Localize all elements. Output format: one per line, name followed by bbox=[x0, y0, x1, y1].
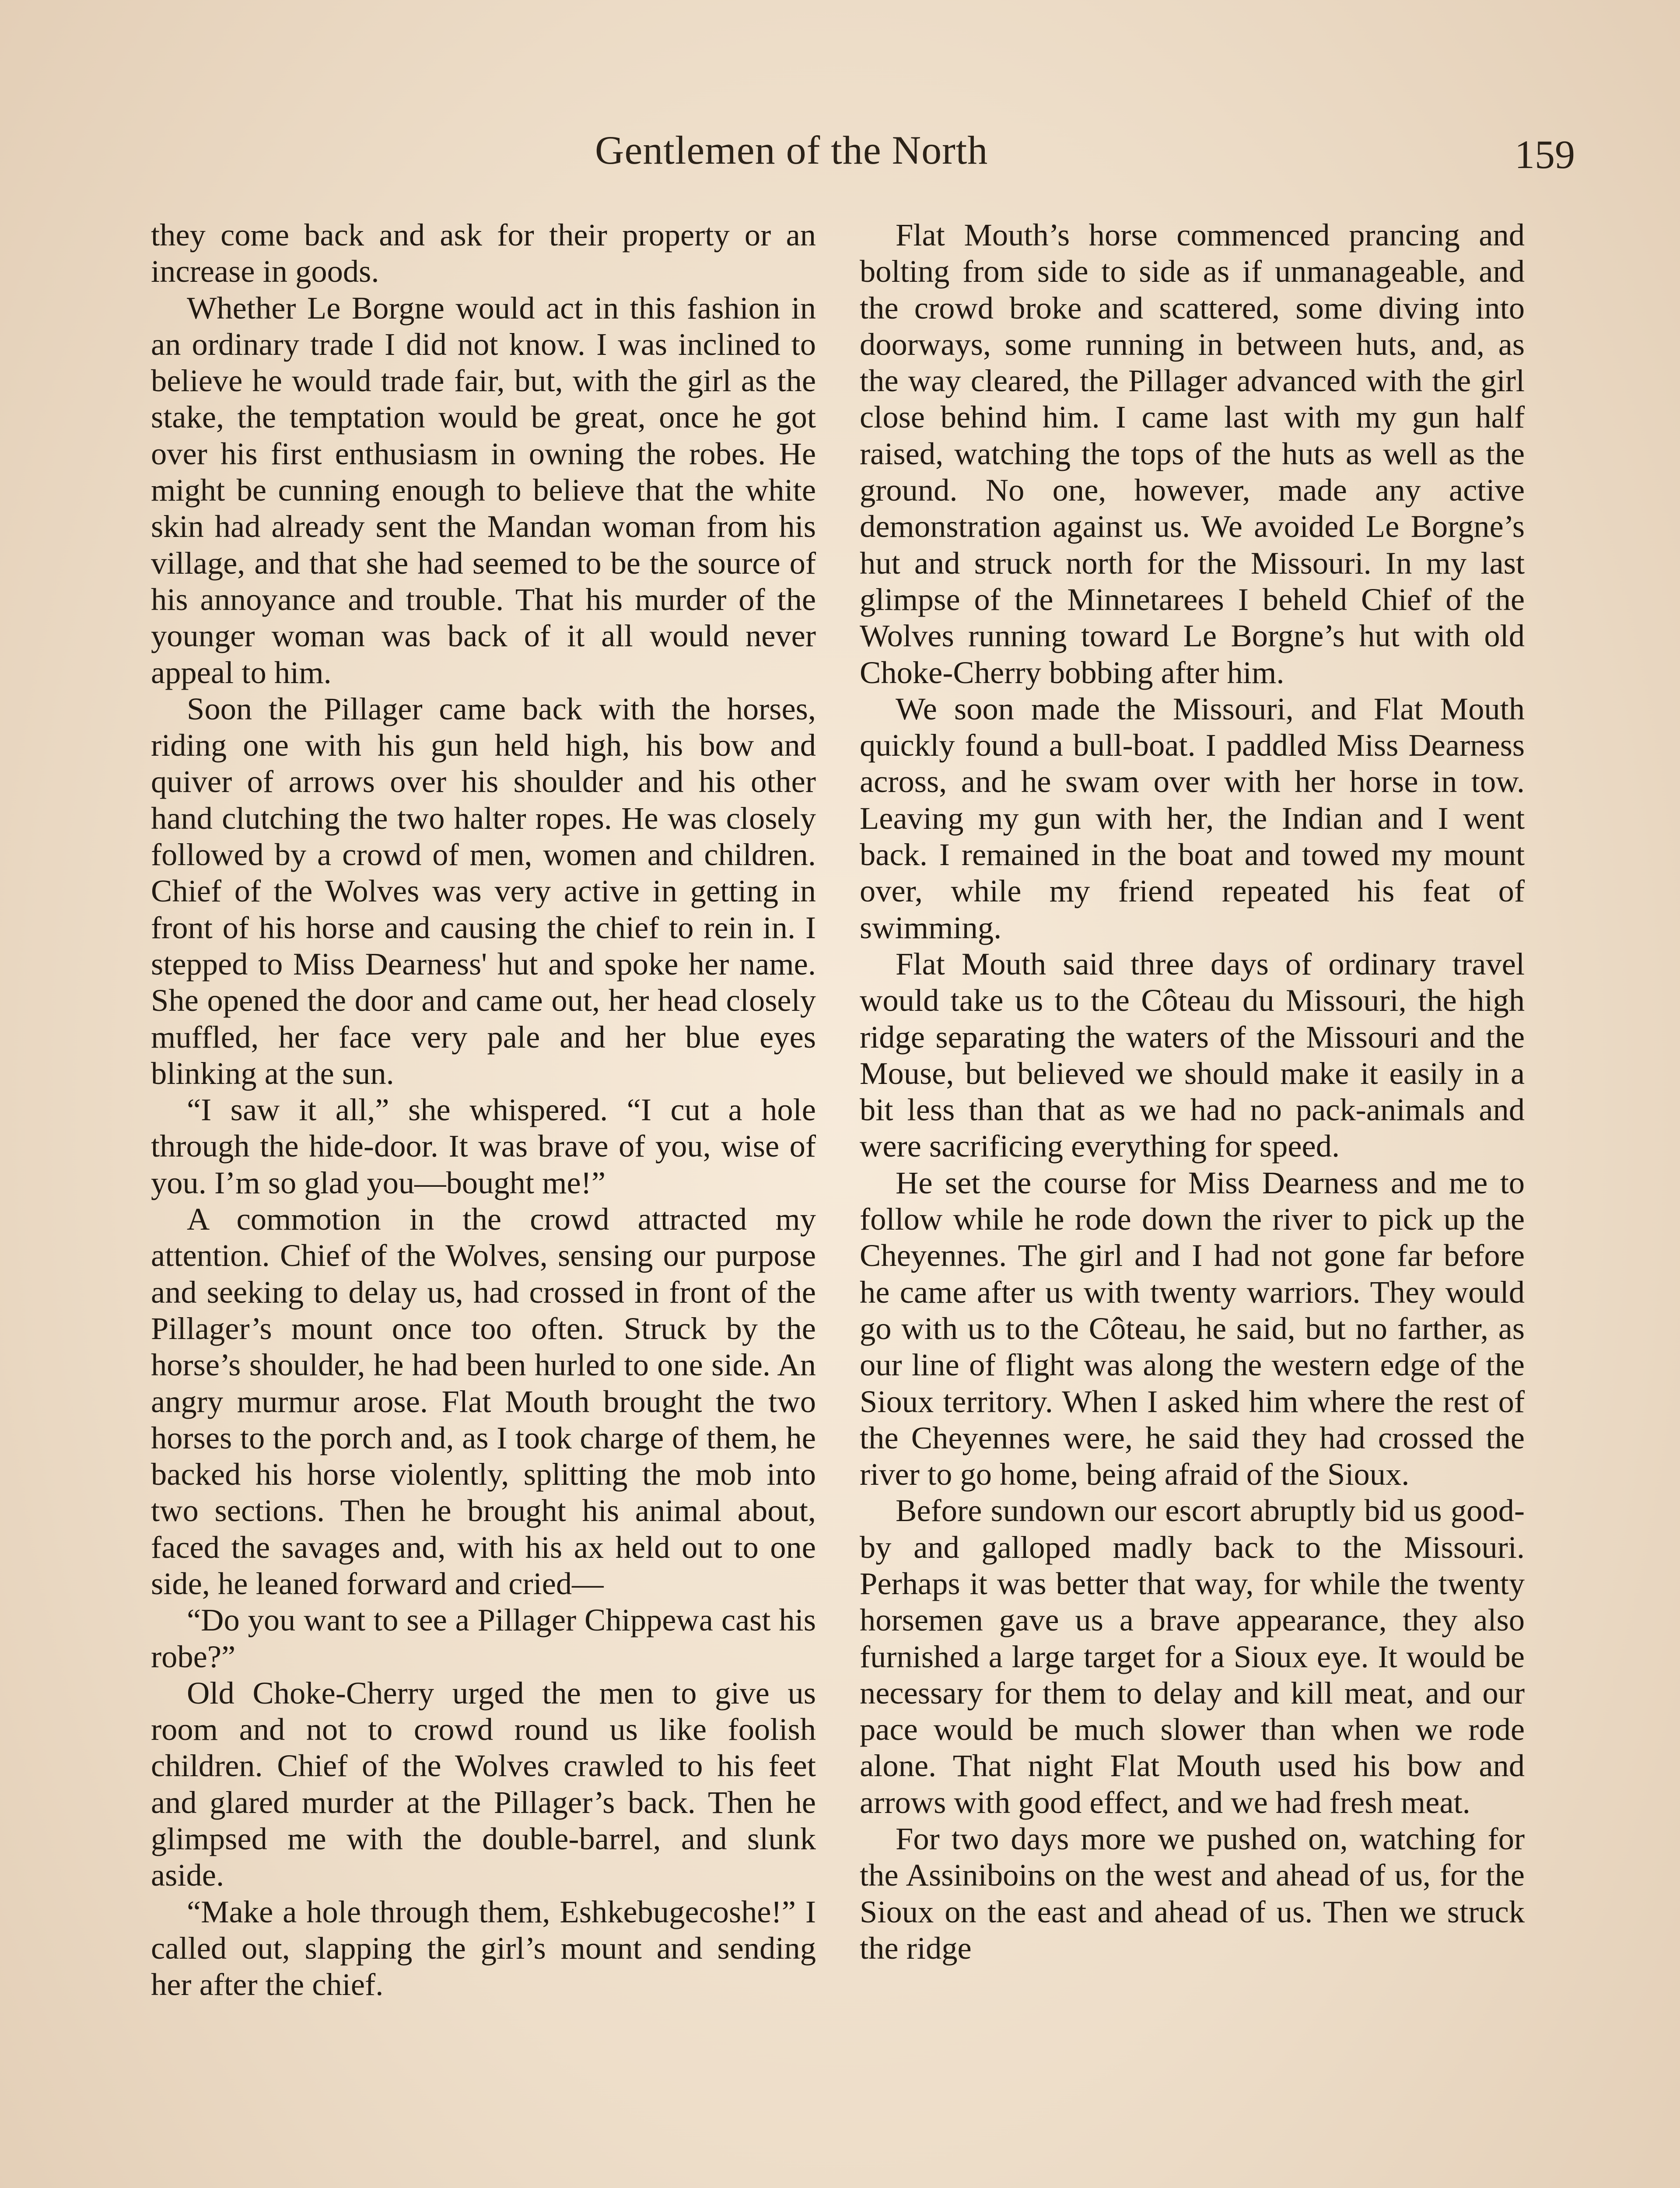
paragraph: Flat Mouth said three days of ordinary travel would take us to the Côteau du Missouri, the high ridge separating the waters of the Missouri and the Mouse, but believed we should make it easily in a bit less than that as we had no pack-animals and were sacrificing everything for speed. bbox=[860, 946, 1525, 1164]
left-text-column bbox=[151, 217, 816, 2003]
running-title: Gentlemen of the North bbox=[595, 128, 988, 172]
paragraph: Old Choke-Cherry urged the men to give us room and not to crowd round us like foolish children. Chief of the Wolves crawled to his feet and glared murder at the Pillager’s back. Then he glimpsed me with the double-barrel, and slunk aside. bbox=[151, 1675, 816, 1893]
paragraph: We soon made the Missouri, and Flat Mouth quickly found a bull-boat. I paddled Miss Dearness across, and he swam over with her horse in tow. Leaving my gun with her, the Indian and I went back. I remained in the boat and towed my mount over, while my friend repeated his feat of swimming. bbox=[860, 691, 1525, 945]
paragraph: Whether Le Borgne would act in this fashion in an ordinary trade I did not know. I was inclined to believe he would trade fair, but, with the girl as the stake, the temptation would be great, once he got over his first enthusiasm in owning the robes. He might be cunning enough to believe that the white skin had already sent the Mandan woman from his village, and that she had seemed to be the source of his annoyance and trouble. That his murder of the younger woman was back of it all would never appeal to him. bbox=[151, 290, 816, 690]
paragraph: “Make a hole through them, Eshkebugecoshe!” I called out, slapping the girl’s mount and sending her after the chief. bbox=[151, 1893, 816, 2002]
paragraph: Flat Mouth’s horse commenced prancing and bolting from side to side as if unmanageable, and the crowd broke and scattered, some diving into doorways, some running in between huts, and, as the way cleared, the Pillager advanced with the girl close behind him. I came last with my gun half raised, watching the tops of the huts as well as the ground. No one, however, made any active demonstration against us. We avoided Le Borgne’s hut and struck north for the Missouri. In my last glimpse of the Minnetarees I beheld Chief of the Wolves running toward Le Borgne’s hut with old Choke-Cherry bobbing after him. bbox=[860, 217, 1525, 690]
paragraph: For two days more we pushed on, watching for the Assiniboins on the west and ahead of us, for the Sioux on the east and ahead of us. Then we struck the ridge bbox=[860, 1821, 1525, 1966]
paragraph: A commotion in the crowd attracted my attention. Chief of the Wolves, sensing our purpose and seeking to delay us, had crossed in front of the Pillager’s mount once too often. Struck by the horse’s shoulder, he had been hurled to one side. An angry murmur arose. Flat Mouth brought the two horses to the porch and, as I took charge of them, he backed his horse violently, splitting the mob into two sections. Then he brought his animal about, faced the savages and, with his ax held out to one side, he leaned forward and cried— bbox=[151, 1201, 816, 1601]
paragraph: they come back and ask for their property or an increase in goods. bbox=[151, 217, 816, 289]
paragraph: He set the course for Miss Dearness and me to follow while he rode down the river to pick up the Cheyennes. The girl and I had not gone far before he came after us with twenty warriors. They would go with us to the Côteau, he said, but no farther, as our line of flight was along the western edge of the Sioux territory. When I asked him where the rest of the Cheyennes were, he said they had crossed the river to go home, being afraid of the Sioux. bbox=[860, 1164, 1525, 1492]
right-text-column bbox=[860, 217, 1525, 1966]
paragraph: Soon the Pillager came back with the horses, riding one with his gun held high, his bow and quiver of arrows over his shoulder and his other hand clutching the two halter ropes. He was closely followed by a crowd of men, women and children. Chief of the Wolves was very active in getting in front of his horse and causing the chief to rein in. I stepped to Miss Dearness' hut and spoke her name. She opened the door and came out, her head closely muffled, her face very pale and her blue eyes blinking at the sun. bbox=[151, 691, 816, 1091]
paragraph: Before sundown our escort abruptly bid us good-by and galloped madly back to the Missouri. Perhaps it was better that way, for while the twenty horsemen gave us a brave appearance, they also furnished a large target for a Sioux eye. It would be necessary for them to delay and kill meat, and our pace would be much slower than when we rode alone. That night Flat Mouth used his bow and arrows with good effect, and we had fresh meat. bbox=[860, 1493, 1525, 1820]
paragraph: “Do you want to see a Pillager Chippewa cast his robe?” bbox=[151, 1602, 816, 1674]
page-number: 159 bbox=[1515, 132, 1575, 177]
paragraph: “I saw it all,” she whispered. “I cut a hole through the hide-door. It was brave of you, wise of you. I’m so glad you—bought me!” bbox=[151, 1092, 816, 1200]
